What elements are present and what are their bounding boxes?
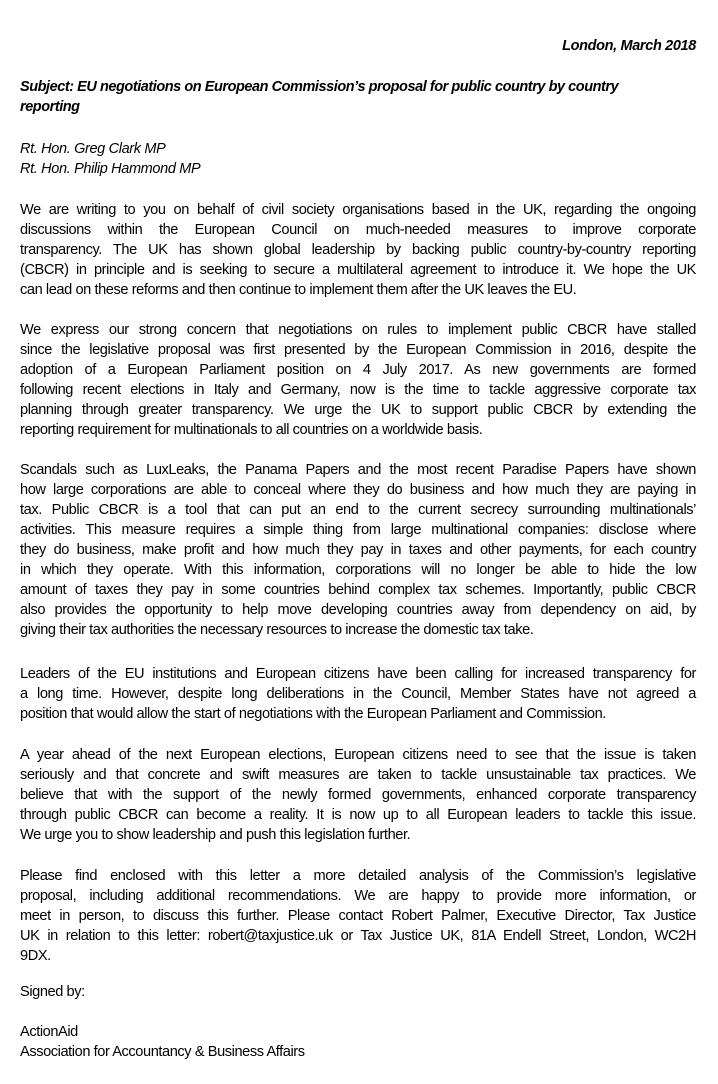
paragraph-concern	[20, 320, 696, 440]
signed-by-label: Signed by:	[20, 984, 85, 1000]
paragraph-line: giving their tax authorities the necessary resources to increase the domestic tax take.	[20, 622, 534, 638]
paragraph-line: also provides the opportunity to help move developing countries away from dependency on aid, by	[20, 602, 696, 618]
recipients-block	[20, 139, 200, 179]
signatory: ActionAid	[20, 1024, 78, 1040]
paragraph-line: We urge you to show leadership and push this legislation further.	[20, 827, 411, 843]
paragraph-line: since the legislative proposal was first presented by the European Commission in 2016, despite the	[20, 342, 696, 358]
signatories-list	[20, 1022, 305, 1062]
paragraph-line: in which they operate. With this information, corporations will no longer be able to hide the low	[20, 562, 696, 578]
letter-date: London, March 2018	[562, 38, 696, 54]
paragraph-line: amount of taxes they pay in some countries behind complex tax schemes. Importantly, public CBCR	[20, 582, 696, 598]
paragraph-line: proposal, including additional recommendations. We are happy to provide more information, or	[20, 888, 696, 904]
paragraph-line: Scandals such as LuxLeaks, the Panama Papers and the most recent Paradise Papers have shown	[20, 462, 696, 478]
paragraph-line: a long time. However, despite long deliberations in the Council, Member States have not agreed a	[20, 686, 696, 702]
paragraph-line: seriously and that concrete and swift measures are taken to tackle unsustainable tax practices. We	[20, 767, 696, 783]
subject-line: Subject: EU negotiations on European Commission’s proposal for public country by country	[20, 79, 619, 95]
recipient: Rt. Hon. Greg Clark MP	[20, 141, 166, 157]
paragraph-intro	[20, 200, 696, 300]
paragraph-line: transparency. The UK has shown global leadership by backing public country-by-country reporting	[20, 242, 696, 258]
paragraph-line: planning through greater transparency. We urge the UK to support public CBCR by extending the	[20, 402, 696, 418]
paragraph-line: 9DX.	[20, 948, 51, 964]
paragraph-line: We are writing to you on behalf of civil society organisations based in the UK, regarding the ongoing	[20, 202, 696, 218]
paragraph-line: meet in person, to discuss this further. Please contact Robert Palmer, Executive Director, Tax Justice	[20, 908, 696, 924]
paragraph-line: believe that with the support of the newly formed governments, enhanced corporate transparency	[20, 787, 696, 803]
paragraph-line: activities. This measure requires a simple thing from large multinational companies: disclose where	[20, 522, 696, 538]
paragraph-line: UK in relation to this letter: robert@taxjustice.uk or Tax Justice UK, 81A Endell Street, London, WC2H	[20, 928, 696, 944]
paragraph-line: following recent elections in Italy and Germany, now is the time to tackle aggressive corporate tax	[20, 382, 696, 398]
letter-subject	[20, 77, 660, 117]
paragraph-line: reporting requirement for multinationals to all countries on a worldwide basis.	[20, 422, 483, 438]
paragraph-line: how large corporations are able to conceal where they do business and how much they are paying in	[20, 482, 696, 498]
paragraph-line: A year ahead of the next European elections, European citizens need to see that the issue is taken	[20, 747, 696, 763]
paragraph-line: can lead on these reforms and then continue to implement them after the UK leaves the EU.	[20, 282, 577, 298]
paragraph-contact	[20, 866, 696, 966]
recipient: Rt. Hon. Philip Hammond MP	[20, 161, 201, 177]
signatory: Association for Accountancy & Business Affairs	[20, 1044, 305, 1060]
paragraph-line: tax. Public CBCR is a tool that can put an end to the current secrecy surrounding multinationals’	[20, 502, 696, 518]
paragraph-line: they do business, make profit and how much they pay in taxes and other payments, for each country	[20, 542, 696, 558]
paragraph-elections	[20, 745, 696, 845]
paragraph-line: Leaders of the EU institutions and European citizens have been calling for increased transparency for	[20, 666, 696, 682]
paragraph-line: discussions within the European Council on much-needed measures to improve corporate	[20, 222, 696, 238]
paragraph-line: position that would allow the start of negotiations with the European Parliament and Commission.	[20, 706, 606, 722]
paragraph-line: through public CBCR can become a reality. It is now up to all European leaders to tackle this issue.	[20, 807, 696, 823]
paragraph-line: We express our strong concern that negotiations on rules to implement public CBCR have stalled	[20, 322, 696, 338]
paragraph-line: adoption of a European Parliament position on 4 July 2017. As new governments are formed	[20, 362, 696, 378]
paragraph-leaders	[20, 664, 696, 724]
paragraph-line: Please find enclosed with this letter a more detailed analysis of the Commission’s legislative	[20, 868, 696, 884]
paragraph-line: (CBCR) in principle and is seeking to secure a multilateral agreement to introduce it. We hope the UK	[20, 262, 696, 278]
subject-line: reporting	[20, 99, 80, 115]
paragraph-scandals	[20, 460, 696, 640]
